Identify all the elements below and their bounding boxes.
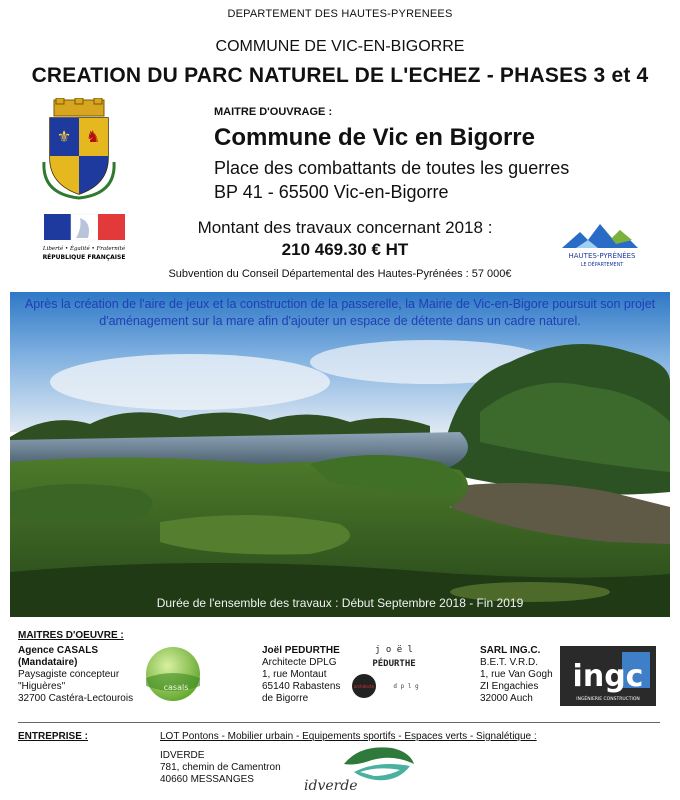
section-divider <box>18 722 660 723</box>
maitre-ouvrage-address-line2: BP 41 - 65500 Vic-en-Bigorre <box>214 182 449 202</box>
maitre-ouvrage-address-line1: Place des combattants de toutes les guerres <box>214 158 570 178</box>
ingc-line2: 1, rue Van Gogh <box>480 669 553 680</box>
pedurthe-line2: 1, rue Montaut <box>262 669 327 680</box>
commune-heading: COMMUNE DE VIC-EN-BIGORRE <box>215 38 465 55</box>
subvention-text: Subvention du Conseil Départemental des Hautes-Pyrénées : 57 000€ <box>168 268 512 280</box>
hp-logo-name: HAUTES-PYRÉNÉES <box>568 252 636 260</box>
ingc-logo-text: ingc <box>572 659 644 694</box>
idverde-logo <box>298 742 428 796</box>
idverde-line2: 40660 MESSANGES <box>160 774 254 785</box>
pedurthe-logo-top: j o ë l <box>375 645 413 655</box>
idverde-line1: 781, chemin de Camentron <box>160 762 281 773</box>
montant-label: Montant des travaux concernant 2018 : <box>197 218 493 237</box>
hp-logo-subtitle: LE DÉPARTEMENT <box>580 263 624 268</box>
coat-of-arms-logo <box>40 98 118 200</box>
pedurthe-block <box>262 645 352 705</box>
maitre-ouvrage-label: MAITRE D'OUVRAGE : <box>214 106 333 118</box>
idverde-block <box>160 750 300 786</box>
pedurthe-logo-name: PÉDURTHE <box>372 659 416 669</box>
pedurthe-name: Joël PEDURTHE <box>262 645 340 656</box>
casals-name: Agence CASALS <box>18 645 99 656</box>
republique-francaise-logo <box>40 212 130 268</box>
pedurthe-line3: 65140 Rabastens <box>262 681 341 692</box>
maitres-oeuvre-label: MAITRES D'OEUVRE : <box>18 630 124 641</box>
ingc-block <box>480 645 562 705</box>
casals-logo <box>138 646 208 702</box>
republique-name: RÉPUBLIQUE FRANÇAISE <box>42 254 126 261</box>
pedurthe-logo <box>348 642 440 704</box>
ingc-line4: 32000 Auch <box>480 693 533 704</box>
ingc-line1: B.E.T. V.R.D. <box>480 657 538 668</box>
pedurthe-logo-sub1: architecte <box>353 684 375 689</box>
casals-line1: Paysagiste concepteur <box>18 669 120 680</box>
photo-caption-duree: Durée de l'ensemble des travaux : Début Septembre 2018 - Fin 2019 <box>156 596 524 610</box>
idverde-logo-text: idverde <box>304 778 358 794</box>
department-heading: DEPARTEMENT DES HAUTES-PYRENEES <box>227 8 453 20</box>
casals-logo-text: casals <box>163 683 189 692</box>
svg-text:⚜: ⚜ <box>56 127 72 146</box>
casals-line2: "Higuères" <box>18 681 66 692</box>
idverde-name: IDVERDE <box>160 750 205 761</box>
casals-line3: 32700 Castéra-Lectourois <box>18 693 134 704</box>
casals-role: (Mandataire) <box>18 657 78 668</box>
ingc-logo-sub: INGÉNIERIE CONSTRUCTION <box>576 697 640 702</box>
ingc-line3: ZI Engachies <box>480 681 539 692</box>
ingc-name: SARL ING.C. <box>480 645 541 656</box>
ingc-logo <box>560 646 656 706</box>
casals-block <box>18 645 140 705</box>
lot-description: LOT Pontons - Mobilier urbain - Equipements sportifs - Espaces verts - Signalétique : <box>160 731 537 742</box>
maitre-ouvrage-name: Commune de Vic en Bigorre <box>214 124 535 151</box>
pedurthe-line1: Architecte DPLG <box>262 657 337 668</box>
pedurthe-logo-sub2: d p l g <box>393 683 419 690</box>
pedurthe-line4: de Bigorre <box>262 693 309 704</box>
page-title: CREATION DU PARC NATUREL DE L'ECHEZ - PHASES 3 et 4 <box>31 64 649 87</box>
hautes-pyrenees-logo <box>558 214 648 270</box>
republique-motto: Liberté • Égalité • Fraternité <box>42 246 126 252</box>
pond-photo <box>10 292 670 617</box>
entreprise-label: ENTREPRISE : <box>18 731 89 742</box>
svg-text:♞: ♞ <box>85 127 101 146</box>
montant-amount: 210 469.30 € HT <box>281 240 409 259</box>
intro-text: Après la création de l'aire de jeux et la construction de la passerelle, la Mairie de Vic-en-Bigore poursuit son projet d'aménagement sur la mare afin d'ajouter un espace de détente dans un cadre naturel. <box>24 297 656 328</box>
